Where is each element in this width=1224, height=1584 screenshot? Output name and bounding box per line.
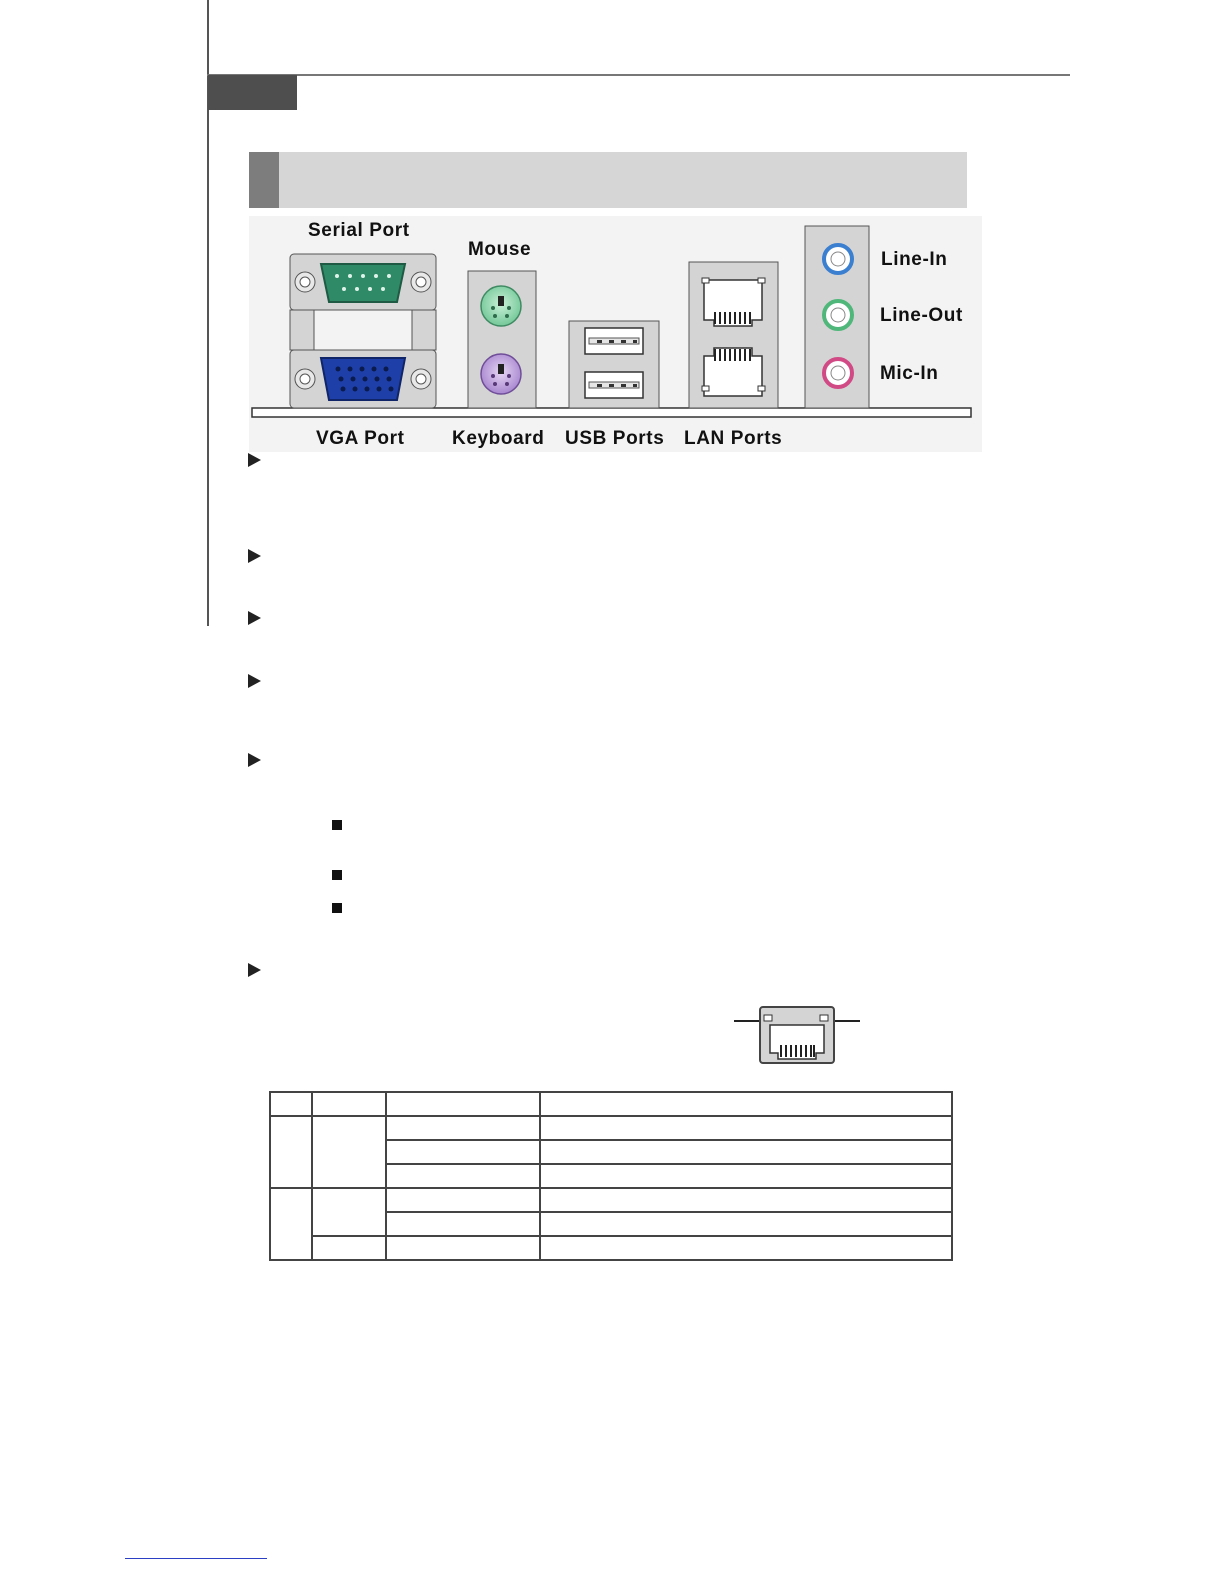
lan-ports-connector: [689, 262, 778, 408]
table-cell: [312, 1116, 386, 1188]
table-header-row: [270, 1092, 952, 1116]
table-cell: [312, 1236, 386, 1260]
mouse-label: Mouse: [468, 239, 532, 260]
table-cell: [386, 1116, 540, 1140]
mic-in-label: Mic-In: [880, 363, 939, 384]
table-cell: [540, 1236, 952, 1260]
table-cell: [270, 1116, 312, 1188]
arrow-bullet-icon: [248, 753, 261, 767]
keyboard-label: Keyboard: [452, 428, 545, 449]
section-header-accent: [249, 152, 279, 208]
table-cell: [540, 1188, 952, 1212]
square-bullet-icon: [332, 820, 342, 830]
header-rule: [207, 74, 1070, 76]
serial-port-label: Serial Port: [308, 220, 410, 241]
section-header-bar: [249, 152, 967, 208]
back-panel-graphic: [249, 216, 982, 452]
chapter-tab: [208, 75, 297, 110]
usb-ports-label: USB Ports: [565, 428, 665, 449]
audio-jacks-connector: [805, 226, 869, 408]
table-cell: [270, 1092, 312, 1116]
table-cell: [540, 1140, 952, 1164]
vga-port-label: VGA Port: [316, 428, 405, 449]
table-cell: [386, 1188, 540, 1212]
table-row: [270, 1236, 952, 1260]
square-bullet-icon: [332, 870, 342, 880]
vga-port-connector: [290, 350, 436, 408]
table-cell: [312, 1092, 386, 1116]
lan-led-table: [269, 1091, 953, 1261]
lan-ports-label: LAN Ports: [684, 428, 783, 449]
line-in-label: Line-In: [881, 249, 948, 270]
table-cell: [540, 1116, 952, 1140]
table-cell: [270, 1188, 312, 1260]
usb-ports-connector: [569, 321, 659, 408]
table-cell: [386, 1164, 540, 1188]
table-cell: [540, 1212, 952, 1236]
rj45-lan-jack-icon: [734, 1005, 862, 1067]
line-out-label: Line-Out: [880, 305, 963, 326]
table-cell: [386, 1140, 540, 1164]
table-row: [270, 1188, 952, 1212]
footer-rule: [125, 1558, 267, 1559]
arrow-bullet-icon: [248, 453, 261, 467]
table-cell: [386, 1092, 540, 1116]
table-cell: [386, 1212, 540, 1236]
arrow-bullet-icon: [248, 674, 261, 688]
table-cell: [540, 1164, 952, 1188]
table-cell: [312, 1188, 386, 1236]
table-cell: [386, 1236, 540, 1260]
arrow-bullet-icon: [248, 963, 261, 977]
ps2-ports-connector: [468, 271, 536, 408]
arrow-bullet-icon: [248, 611, 261, 625]
back-panel-diagram: [249, 216, 982, 452]
table-cell: [540, 1092, 952, 1116]
table-row: [270, 1116, 952, 1140]
square-bullet-icon: [332, 903, 342, 913]
arrow-bullet-icon: [248, 549, 261, 563]
